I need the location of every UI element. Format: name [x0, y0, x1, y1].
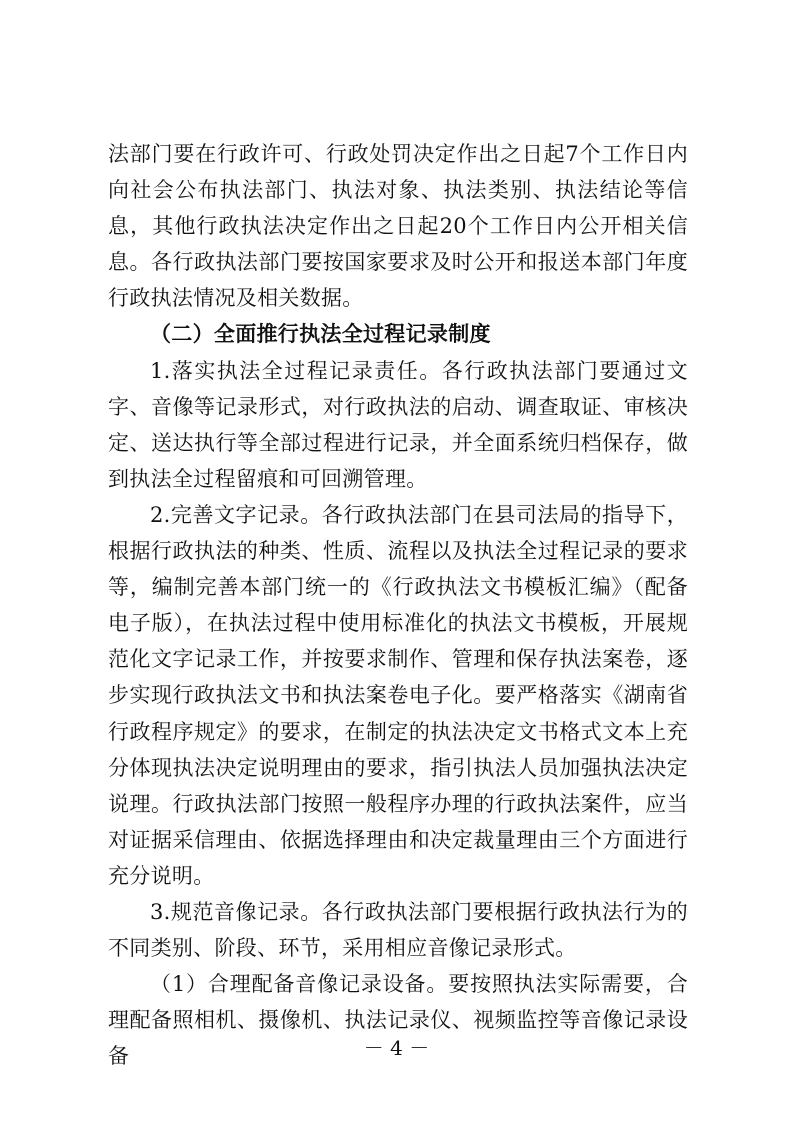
section-heading: （二）全面推行执法全过程记录制度 [150, 321, 491, 347]
page-number: － 4 － [363, 1036, 430, 1060]
paragraph-continuation: 法部门要在行政许可、行政处罚决定作出之日起7个工作日内向社会公布执法部门、执法对象、执法类别、执法结论等信息，其他行政执法决定作出之日起20个工作日内公开相关信息。各行政执法部门要按国家要求及时公开和报送本部门年度行政执法情况及相关数据。 [108, 142, 688, 311]
paragraph-item-1: 1.落实执法全过程记录责任。各行政执法部门要通过文字、音像等记录形式，对行政执法的启动、调查取证、审核决定、送达执行等全部过程进行记录，并全面系统归档保存，做到执法全过程留痕和可回溯管理。 [108, 358, 688, 491]
body-text [108, 136, 688, 1074]
paragraph-item-2: 2.完善文字记录。各行政执法部门在县司法局的指导下，根据行政执法的种类、性质、流程以及执法全过程记录的要求等，编制完善本部门统一的《行政执法文书模板汇编》（配备电子版），在执法过程中使用标准化的执法文书模板，开展规范化文字记录工作，并按要求制作、管理和保存执法案卷，逐步实现行政执法文书和执法案卷电子化。要严格落实《湖南省行政程序规定》的要求，在制定的执法决定文书格式文本上充分体现执法决定说明理由的要求，指引执法人员加强执法决定说理。行政执法部门按照一般程序办理的行政执法案件，应当对证据采信理由、依据选择理由和决定裁量理由三个方面进行充分说明。 [108, 502, 688, 888]
paragraph-item-3-1: （1）合理配备音像记录设备。要按照执法实际需要，合理配备照相机、摄像机、执法记录仪、视频监控等音像记录设备 [108, 972, 688, 1069]
paragraph-item-3: 3.规范音像记录。各行政执法部门要根据行政执法行为的不同类别、阶段、环节，采用相应音像记录形式。 [108, 899, 688, 961]
